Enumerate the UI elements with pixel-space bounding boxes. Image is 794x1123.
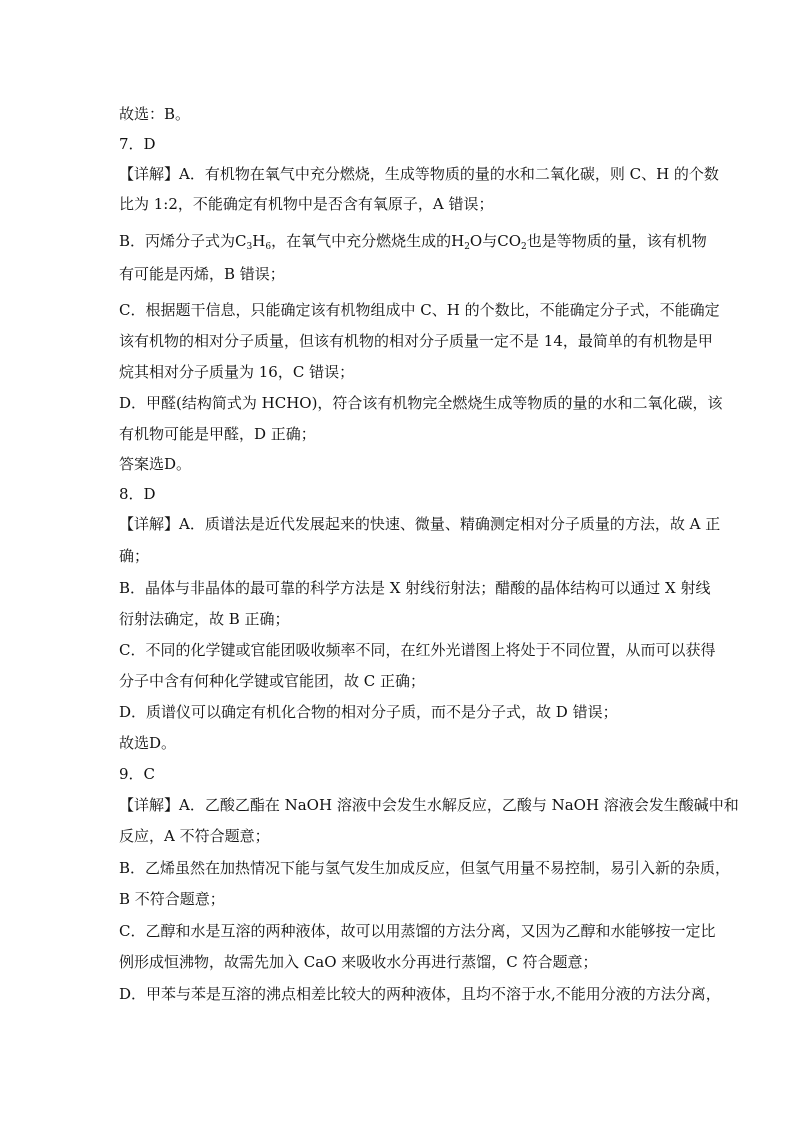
- text-line: 分子中含有何种化学键或官能团，故 C 正确；: [119, 672, 426, 690]
- text-line-formula: [119, 231, 707, 257]
- text-line: B．晶体与非晶体的最可靠的科学方法是 X 射线衍射法；醋酸的晶体结构可以通过 X 射线: [119, 579, 711, 597]
- text-line: 有机物可能是甲醛，D 正确；: [119, 425, 316, 443]
- text-line: 【详解】A．有机物在氧气中充分燃烧，生成等物质的量的水和二氧化碳，则 C、H 的个数: [119, 165, 719, 183]
- text-line: 【详解】A．质谱法是近代发展起来的快速、微量、精确测定相对分子质量的方法，故 A 正: [119, 515, 721, 533]
- text-line: 确；: [119, 547, 150, 565]
- answer-heading-7: 7．D: [119, 135, 156, 153]
- text-segment: B．丙烯分子式为: [119, 232, 236, 250]
- text-line: 衍射法确定，故 B 正确；: [119, 610, 290, 628]
- formula-co2: $CO_2$: [497, 232, 527, 252]
- answer-heading-9: 9．C: [119, 765, 156, 783]
- text-line: C．乙醇和水是互溶的两种液体，故可以用蒸馏的方法分离，又因为乙醇和水能够按一定比: [119, 922, 716, 940]
- text-line: 故选：B。: [119, 105, 191, 123]
- text-line: 烷其相对分子质量为 16，C 错误；: [119, 363, 355, 381]
- formula-h2o: $H_2O$: [451, 232, 483, 252]
- text-line: 该有机物的相对分子质量，但该有机物的相对分子质量一定不是 14，最简单的有机物是甲: [119, 332, 713, 350]
- text-line: B．乙烯虽然在加热情况下能与氢气发生加成反应，但氢气用量不易控制，易引入新的杂质，: [119, 859, 731, 877]
- text-line: 答案选D。: [119, 455, 192, 473]
- text-line: C．不同的化学键或官能团吸收频率不同，在红外光谱图上将处于不同位置，从而可以获得: [119, 641, 716, 659]
- text-line: 【详解】A．乙酸乙酯在 NaOH 溶液中会发生水解反应，乙酸与 NaOH 溶液会发生酸碱中和: [119, 796, 739, 814]
- text-line: D．甲醛(结构简式为 HCHO)，符合该有机物完全燃烧生成等物质的量的水和二氧化碳，该: [119, 394, 723, 412]
- text-line: 故选D。: [119, 734, 177, 752]
- text-line: 反应，A 不符合题意；: [119, 827, 270, 845]
- text-line: B 不符合题意；: [119, 890, 225, 908]
- text-line: D．质谱仪可以确定有机化合物的相对分子质，而不是分子式，故 D 错误；: [119, 703, 618, 721]
- text-segment: 与: [482, 232, 498, 250]
- formula-c3h6: $C_3H_6$: [235, 232, 272, 252]
- answer-heading-8: 8．D: [119, 485, 156, 503]
- text-segment: 也是等物质的量，该有机物: [526, 232, 707, 250]
- text-line: D．甲苯与苯是互溶的沸点相差比较大的两种液体，且均不溶于水,不能用分液的方法分离，: [119, 985, 721, 1003]
- text-line: 比为 1:2，不能确定有机物中是否含有氧原子，A 错误；: [119, 195, 494, 213]
- text-line: C．根据题干信息，只能确定该有机物组成中 C、H 的个数比，不能确定分子式，不能确定: [119, 301, 720, 319]
- text-line: 有可能是丙烯，B 错误；: [119, 265, 285, 283]
- text-line: 例形成恒沸物，故需先加入 CaO 来吸收水分再进行蒸馏，C 符合题意；: [119, 953, 598, 971]
- text-segment: ，在氧气中充分燃烧生成的: [271, 232, 452, 250]
